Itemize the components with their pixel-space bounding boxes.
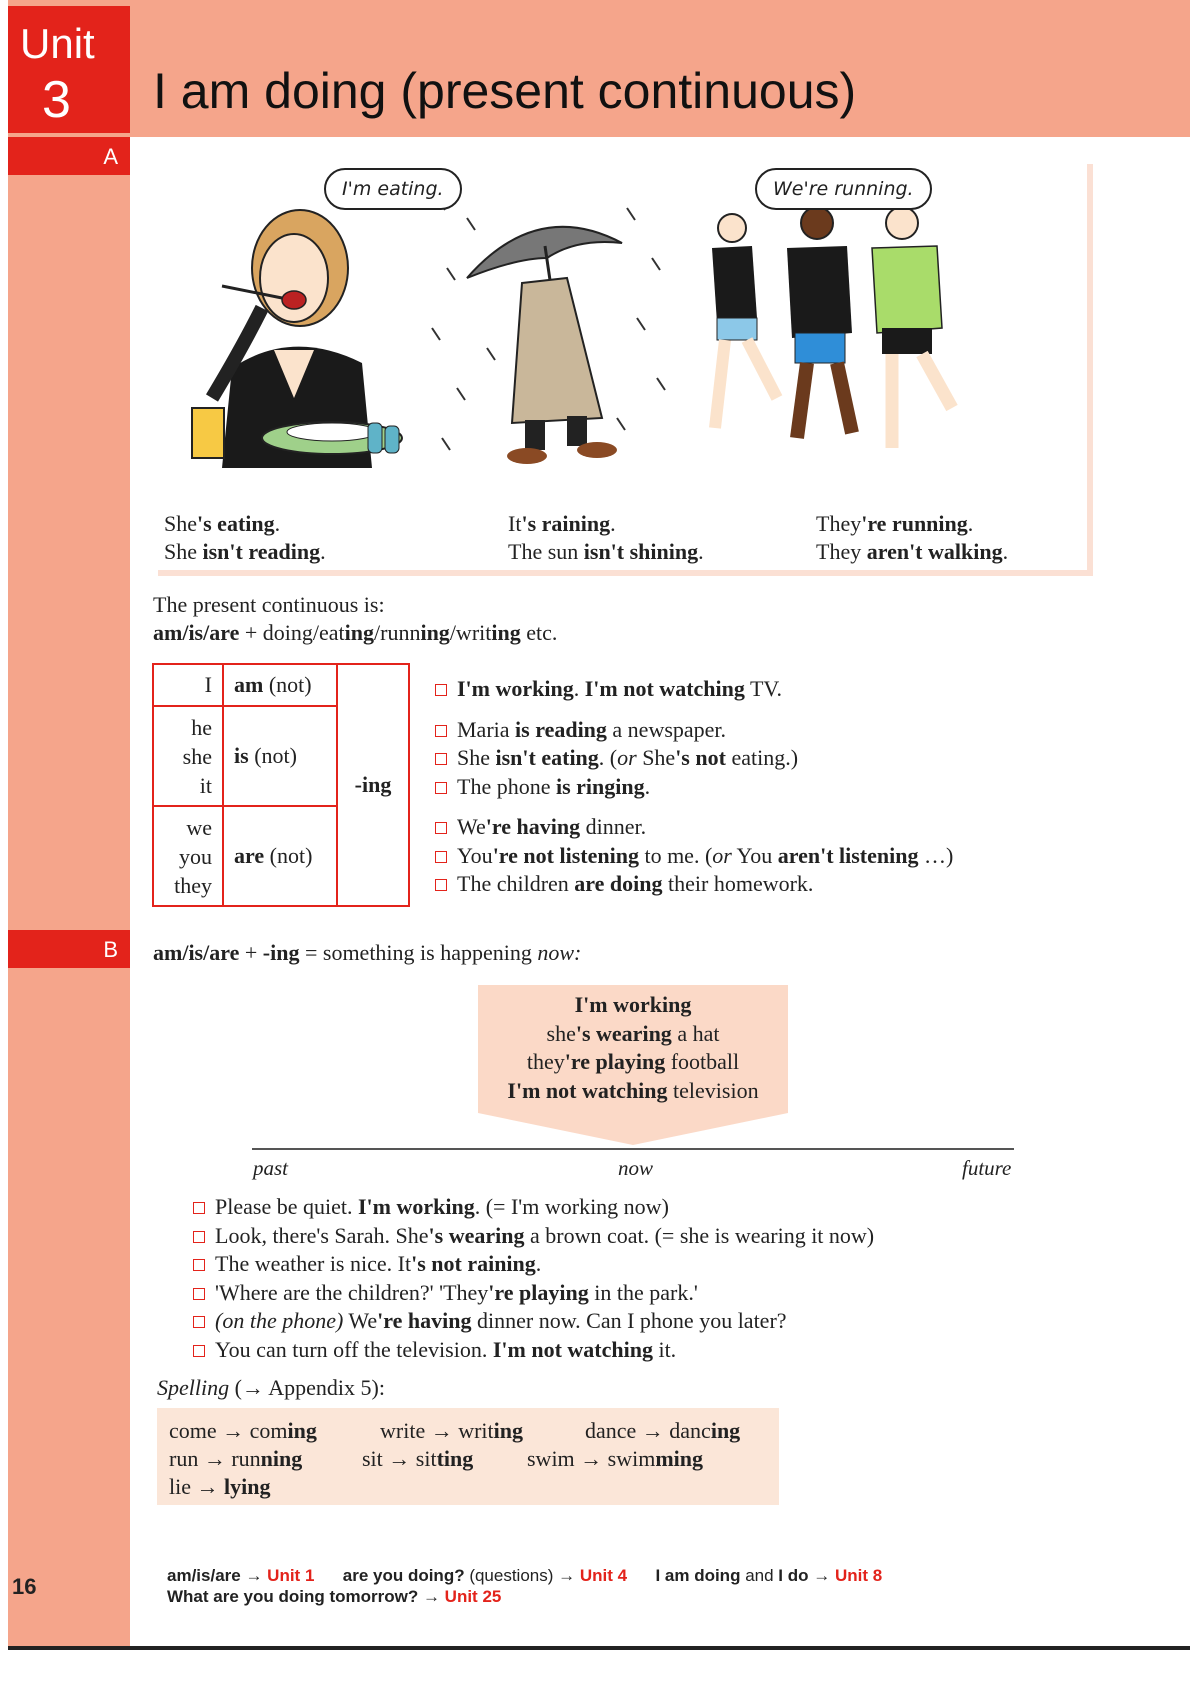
caption-raining: It's raining. The sun isn't shining.: [508, 511, 704, 564]
pronouns-he-she-it: he she it: [153, 706, 223, 806]
spelling-dance: dance → dancing: [585, 1418, 741, 1443]
ing-ending: -ing: [337, 664, 409, 906]
conjugation-table: [152, 663, 410, 907]
page-title: I am doing (present continuous): [153, 63, 857, 119]
intro-formula: am/is/are + doing/eating/running/writing etc.: [153, 620, 558, 645]
list-item: The phone is ringing.: [435, 773, 953, 802]
now-callout: I'm working she's wearing a hat they're playing football I'm not watching television: [478, 985, 788, 1113]
list-item: You're not listening to me. (or You aren't listening …): [435, 842, 953, 871]
unit-number: 3: [42, 71, 71, 129]
footer-line-1: [167, 1566, 882, 1586]
sidebar: [8, 0, 130, 1650]
spelling-sit: sit → sitting: [362, 1446, 474, 1471]
caption-running: They're running. They aren't walking.: [816, 511, 1009, 564]
caption-eating: She's eating. She isn't reading.: [164, 511, 326, 564]
man-umbrella-illustration: [427, 188, 677, 468]
verb-am: am (not): [223, 664, 337, 706]
footer-line-2: [167, 1587, 501, 1607]
examples-b: [193, 1193, 874, 1364]
list-item: 'Where are the children?' 'They're playing in the park.': [193, 1279, 874, 1308]
xref-unit-25[interactable]: What are you doing tomorrow? → Unit 25: [167, 1587, 502, 1606]
verb-are: are (not): [223, 806, 337, 906]
runners-illustration: [697, 198, 967, 468]
section-tab-a: A: [8, 137, 130, 175]
unit-badge: [8, 6, 130, 133]
list-item: You can turn off the television. I'm not watching it.: [193, 1336, 874, 1365]
verb-is: is (not): [223, 706, 337, 806]
xref-unit-8[interactable]: I am doing and I do → Unit 8: [655, 1566, 883, 1585]
list-item: (on the phone) We're having dinner now. Can I phone you later?: [193, 1307, 874, 1336]
spelling-box: [157, 1408, 779, 1505]
pronouns-we-you-they: we you they: [153, 806, 223, 906]
timeline-now: now: [618, 1156, 654, 1180]
xref-unit-4[interactable]: are you doing? (questions) → Unit 4: [342, 1566, 628, 1585]
list-item: The children are doing their homework.: [435, 870, 953, 899]
now-callout-arrow: [478, 1113, 788, 1145]
list-item: She isn't eating. (or She's not eating.): [435, 744, 953, 773]
spelling-swim: swim → swimming: [527, 1446, 704, 1471]
woman-eating-illustration: [182, 198, 412, 468]
list-item: Maria is reading a newspaper.: [435, 716, 953, 745]
speech-bubble-running: We're running.: [755, 168, 932, 210]
list-item: The weather is nice. It's not raining.: [193, 1250, 874, 1279]
timeline-future: future: [962, 1156, 1012, 1180]
speech-bubble-eating: I'm eating.: [324, 168, 462, 210]
list-item: Please be quiet. I'm working. (= I'm working now): [193, 1193, 874, 1222]
timeline-past: past: [253, 1156, 289, 1180]
intro-line-1: The present continuous is:: [153, 592, 385, 617]
list-item: Look, there's Sarah. She's wearing a brown coat. (= she is wearing it now): [193, 1222, 874, 1251]
list-item: We're having dinner.: [435, 813, 953, 842]
timeline: [252, 1148, 1014, 1150]
examples-a: [435, 675, 953, 899]
section-tab-b: B: [8, 930, 130, 968]
spelling-write: write → writing: [380, 1418, 524, 1443]
section-b-rule: am/is/are + -ing = something is happening now:: [153, 940, 582, 965]
illustration-panel: [152, 158, 1087, 570]
spelling-lie: lie → lying: [169, 1474, 271, 1499]
bottom-rule: [8, 1646, 1190, 1650]
spelling-come: come → coming: [169, 1418, 317, 1443]
xref-unit-1[interactable]: am/is/are → Unit 1: [167, 1566, 315, 1585]
spelling-run: run → running: [169, 1446, 303, 1471]
page-number: 16: [12, 1574, 37, 1599]
pronoun-i: I: [153, 664, 223, 706]
spelling-label: Spelling (→ Appendix 5):: [157, 1375, 385, 1400]
unit-word: Unit: [20, 20, 95, 67]
list-item: I'm working. I'm not watching TV.: [435, 675, 953, 704]
